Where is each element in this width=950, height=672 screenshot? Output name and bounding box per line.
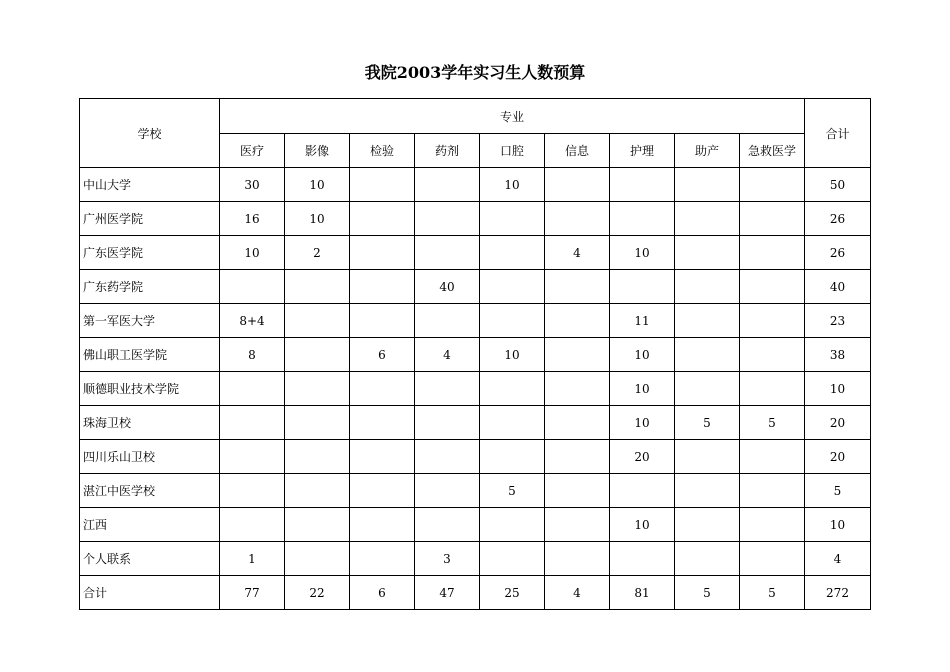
count-cell [675,304,740,338]
table-row [80,508,871,542]
count-cell [675,440,740,474]
count-cell: 3 [415,542,480,576]
totals-label-cell: 合计 [80,576,220,610]
table-row [80,440,871,474]
row-total-cell: 4 [805,542,871,576]
row-total-cell: 23 [805,304,871,338]
count-cell [415,304,480,338]
row-total-cell: 20 [805,406,871,440]
count-cell [285,338,350,372]
count-cell: 5 [675,406,740,440]
header-major: 影像 [285,134,350,168]
count-cell [350,168,415,202]
count-cell [220,372,285,406]
count-cell [545,168,610,202]
table-row [80,236,871,270]
count-cell [285,542,350,576]
count-cell [675,270,740,304]
count-cell: 30 [220,168,285,202]
count-cell [480,508,545,542]
count-cell [220,270,285,304]
row-total-cell: 50 [805,168,871,202]
header-total: 合计 [805,99,871,168]
count-cell [285,406,350,440]
count-cell [415,406,480,440]
count-cell [415,168,480,202]
row-total-cell: 20 [805,440,871,474]
count-cell [285,372,350,406]
table-row [80,474,871,508]
table-row [80,542,871,576]
count-cell: 8+4 [220,304,285,338]
count-cell [415,440,480,474]
header-major: 药剂 [415,134,480,168]
school-name-cell: 珠海卫校 [80,406,220,440]
count-cell: 20 [610,440,675,474]
school-name-cell: 佛山职工医学院 [80,338,220,372]
school-name-cell: 广东药学院 [80,270,220,304]
count-cell: 10 [480,338,545,372]
count-cell: 10 [220,236,285,270]
count-cell [740,304,805,338]
count-cell [285,474,350,508]
count-cell [545,474,610,508]
row-total-cell: 38 [805,338,871,372]
column-total-cell: 77 [220,576,285,610]
count-cell [610,270,675,304]
count-cell [545,372,610,406]
count-cell [740,338,805,372]
count-cell [350,406,415,440]
school-name-cell: 中山大学 [80,168,220,202]
column-total-cell: 4 [545,576,610,610]
column-total-cell: 5 [675,576,740,610]
count-cell [285,508,350,542]
school-name-cell: 江西 [80,508,220,542]
count-cell: 5 [740,406,805,440]
count-cell [350,508,415,542]
count-cell [285,304,350,338]
count-cell: 5 [480,474,545,508]
row-total-cell: 26 [805,236,871,270]
count-cell [545,202,610,236]
count-cell: 6 [350,338,415,372]
page-title: 我院2003学年实习生人数预算 [364,63,586,82]
count-cell [675,168,740,202]
count-cell [740,202,805,236]
count-cell [545,508,610,542]
column-total-cell: 47 [415,576,480,610]
count-cell: 2 [285,236,350,270]
grand-total-cell: 272 [805,576,871,610]
column-total-cell: 22 [285,576,350,610]
count-cell [415,202,480,236]
count-cell [740,542,805,576]
count-cell: 4 [415,338,480,372]
count-cell [740,270,805,304]
count-cell [220,508,285,542]
count-cell [675,542,740,576]
student-budget-table [79,98,871,610]
count-cell [220,406,285,440]
count-cell [740,236,805,270]
header-major-group: 专业 [220,99,805,134]
table-row [80,406,871,440]
count-cell [545,338,610,372]
count-cell [350,236,415,270]
count-cell [740,168,805,202]
count-cell [350,372,415,406]
count-cell [350,304,415,338]
school-name-cell: 第一军医大学 [80,304,220,338]
count-cell [675,338,740,372]
header-major: 护理 [610,134,675,168]
count-cell [740,508,805,542]
count-cell [740,372,805,406]
count-cell [350,474,415,508]
count-cell [610,542,675,576]
count-cell [415,372,480,406]
count-cell: 10 [610,236,675,270]
count-cell [610,474,675,508]
header-major: 助产 [675,134,740,168]
count-cell: 10 [285,202,350,236]
header-row-top [80,99,871,134]
column-total-cell: 5 [740,576,805,610]
count-cell: 8 [220,338,285,372]
count-cell: 10 [480,168,545,202]
count-cell [220,440,285,474]
count-cell: 1 [220,542,285,576]
count-cell [350,202,415,236]
count-cell [415,508,480,542]
count-cell [480,440,545,474]
count-cell [545,440,610,474]
school-name-cell: 广东医学院 [80,236,220,270]
count-cell: 10 [610,338,675,372]
count-cell [480,406,545,440]
count-cell: 40 [415,270,480,304]
header-major: 检验 [350,134,415,168]
column-total-cell: 81 [610,576,675,610]
header-school: 学校 [80,99,220,168]
count-cell: 10 [285,168,350,202]
column-total-cell: 6 [350,576,415,610]
table-row [80,338,871,372]
count-cell [350,440,415,474]
count-cell [480,270,545,304]
count-cell [415,236,480,270]
count-cell [545,304,610,338]
count-cell: 16 [220,202,285,236]
row-total-cell: 10 [805,372,871,406]
table-row [80,304,871,338]
count-cell [740,440,805,474]
table-row [80,202,871,236]
count-cell [350,542,415,576]
count-cell: 4 [545,236,610,270]
school-name-cell: 四川乐山卫校 [80,440,220,474]
count-cell [480,304,545,338]
count-cell [480,372,545,406]
count-cell [285,440,350,474]
count-cell [480,202,545,236]
column-total-cell: 25 [480,576,545,610]
school-name-cell: 顺德职业技术学院 [80,372,220,406]
count-cell [675,372,740,406]
count-cell [285,270,350,304]
count-cell [545,406,610,440]
totals-row [80,576,871,610]
table-row [80,168,871,202]
count-cell: 10 [610,372,675,406]
school-name-cell: 个人联系 [80,542,220,576]
count-cell [675,236,740,270]
header-major: 信息 [545,134,610,168]
table-row [80,372,871,406]
count-cell [545,270,610,304]
header-major: 急救医学 [740,134,805,168]
count-cell [610,202,675,236]
row-total-cell: 5 [805,474,871,508]
count-cell [675,474,740,508]
count-cell [610,168,675,202]
school-name-cell: 广州医学院 [80,202,220,236]
table-row [80,270,871,304]
count-cell [740,474,805,508]
header-major: 口腔 [480,134,545,168]
count-cell [480,236,545,270]
count-cell [675,508,740,542]
count-cell: 10 [610,508,675,542]
count-cell: 11 [610,304,675,338]
count-cell [480,542,545,576]
count-cell [220,474,285,508]
count-cell [350,270,415,304]
row-total-cell: 26 [805,202,871,236]
count-cell: 10 [610,406,675,440]
table-body [80,168,871,610]
row-total-cell: 10 [805,508,871,542]
count-cell [415,474,480,508]
school-name-cell: 湛江中医学校 [80,474,220,508]
header-major: 医疗 [220,134,285,168]
row-total-cell: 40 [805,270,871,304]
count-cell [675,202,740,236]
count-cell [545,542,610,576]
